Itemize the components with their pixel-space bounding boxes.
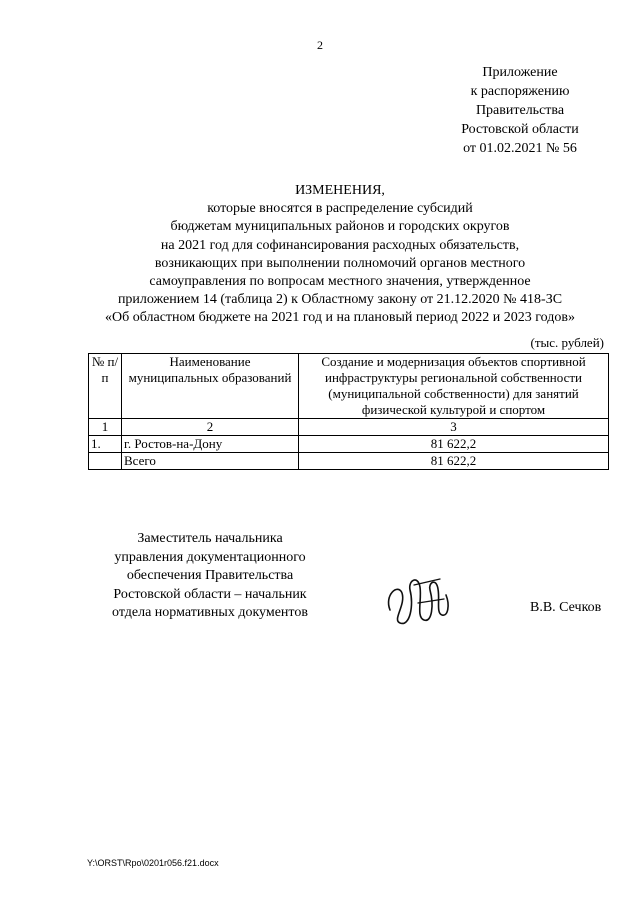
- title-line: «Об областном бюджете на 2021 год и на плановый период 2022 и 2023 годов»: [105, 310, 575, 326]
- signer-line: отдела нормативных документов: [112, 605, 308, 620]
- table-row: [89, 436, 609, 453]
- title-line: которые вносятся в распределение субсидий: [207, 201, 473, 217]
- column-number: 3: [299, 419, 609, 436]
- table-header-row: [89, 354, 609, 419]
- header-amount: Создание и модернизация объектов спортивной инфраструктуры региональной собственности (муниципальной собственности) для занятий физической культурой и спортом: [299, 354, 609, 419]
- row-number: [89, 453, 122, 470]
- title-heading: ИЗМЕНЕНИЯ,: [295, 183, 385, 198]
- column-number: 2: [122, 419, 299, 436]
- title-line: на 2021 год для софинансирования расходных обязательств,: [160, 237, 520, 253]
- appendix-line: от 01.02.2021 № 56: [463, 141, 577, 156]
- header-number: № п/п: [89, 354, 122, 419]
- column-number-row: [89, 419, 609, 436]
- document-title: [60, 182, 620, 328]
- signer-line: обеспечения Правительства: [126, 568, 294, 583]
- title-line: возникающих при выполнении полномочий органов местного: [154, 255, 526, 271]
- handwritten-signature: [380, 565, 460, 635]
- title-line: приложением 14 (таблица 2) к Областному закону от 21.12.2020 № 418-ЗС: [117, 292, 563, 308]
- signer-name: В.В. Сечков: [530, 600, 602, 615]
- unit-label: (тыс. рублей): [530, 335, 604, 350]
- title-line: самоуправления по вопросам местного значения, утвержденное: [149, 274, 531, 290]
- row-amount: 81 622,2: [299, 436, 609, 453]
- row-number: 1.: [89, 436, 122, 453]
- appendix-block: [445, 63, 595, 158]
- signer-line: Ростовской области – начальник: [113, 586, 307, 602]
- signer-line: управления документационного: [114, 549, 306, 565]
- row-amount: 81 622,2: [299, 453, 609, 470]
- appendix-line: Правительства: [475, 103, 565, 118]
- table-row-total: [89, 453, 609, 470]
- signer-position: [100, 530, 320, 623]
- appendix-line: Приложение: [482, 65, 558, 80]
- header-municipality: Наименование муниципальных образований: [122, 354, 299, 419]
- column-number: 1: [89, 419, 122, 436]
- row-municipality: г. Ростов-на-Дону: [122, 436, 299, 453]
- appendix-line: к распоряжению: [470, 84, 570, 99]
- footer-file-path: Y:\ORST\Rpo\0201r056.f21.docx: [87, 858, 219, 868]
- row-municipality: Всего: [122, 453, 299, 470]
- appendix-line: Ростовской области: [461, 122, 579, 137]
- signer-line: Заместитель начальника: [137, 531, 283, 546]
- title-line: бюджетам муниципальных районов и городских округов: [170, 219, 510, 235]
- page-number: 2: [317, 38, 323, 52]
- subsidy-table: [88, 353, 609, 470]
